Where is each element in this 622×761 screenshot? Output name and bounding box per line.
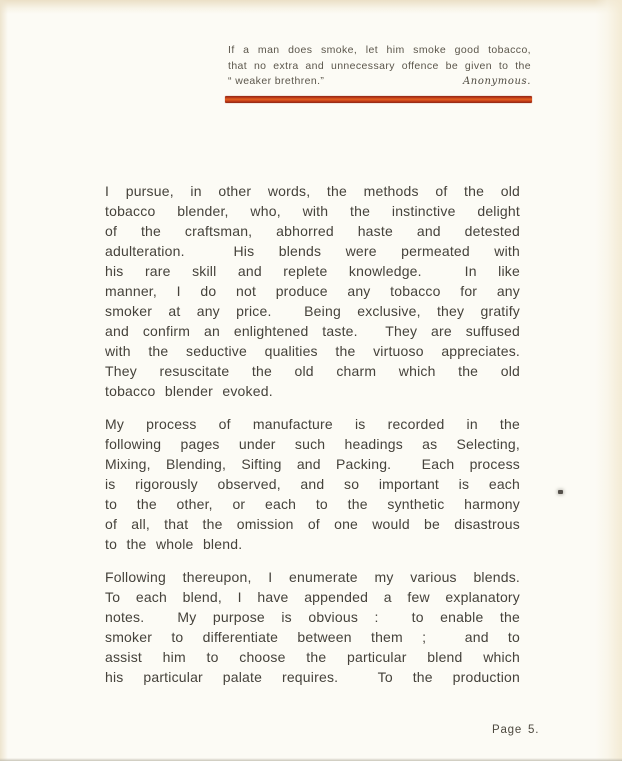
epigraph-line-1: If a man does smoke, let him smoke good tobacco, xyxy=(228,44,531,56)
body-line: with the seductive qualities the virtuoso appreciates. xyxy=(105,343,520,359)
body-line: manner, I do not produce any tobacco for any xyxy=(105,283,520,299)
red-rule xyxy=(225,96,532,103)
body-line: tobacco blender, who, with the instinctive delight xyxy=(105,203,520,219)
body-line: tobacco blender evoked. xyxy=(105,383,273,399)
body-line: to the whole blend. xyxy=(105,536,243,552)
body-line: his particular palate requires. To the production xyxy=(105,669,520,685)
body-line: is rigorously observed, and so important is each xyxy=(105,476,520,492)
body-line: following pages under such headings as Selecting, xyxy=(105,436,520,452)
epigraph-closing: “ weaker brethren.” xyxy=(228,75,325,87)
body-line: notes. My purpose is obvious : to enable the xyxy=(105,609,520,625)
paragraph xyxy=(105,414,520,554)
body-line: of all, that the omission of one would be disastrous xyxy=(105,516,520,532)
paragraph xyxy=(105,181,520,401)
body-line: of the craftsman, abhorred haste and detested xyxy=(105,223,520,239)
body-line: adulteration. His blends were permeated with xyxy=(105,243,520,259)
body-line: assist him to choose the particular blend which xyxy=(105,649,520,665)
paper-edge-right xyxy=(595,0,622,761)
body-text xyxy=(105,181,520,700)
body-line: to the other, or each to the synthetic harmony xyxy=(105,496,520,512)
epigraph-line-2: that no extra and unnecessary offence be given to the xyxy=(228,59,531,72)
body-line: smoker to differentiate between them ; and to xyxy=(105,629,520,645)
page-number: Page 5. xyxy=(492,724,540,736)
body-line: Following thereupon, I enumerate my various blends. xyxy=(105,569,520,585)
body-line: Mixing, Blending, Sifting and Packing. Each process xyxy=(105,456,520,472)
paper-edge-left xyxy=(0,0,8,761)
body-line: I pursue, in other words, the methods of the old xyxy=(105,183,520,199)
body-line: My process of manufacture is recorded in the xyxy=(105,416,520,432)
body-line: To each blend, I have appended a few explanatory xyxy=(105,589,520,605)
epigraph xyxy=(228,43,531,90)
paper-edge-top xyxy=(0,0,622,14)
body-line: and confirm an enlightened taste. They are suffused xyxy=(105,323,520,339)
paragraph xyxy=(105,567,520,687)
body-line: They resuscitate the old charm which the old xyxy=(105,363,520,379)
body-line: his rare skill and replete knowledge. In like xyxy=(105,263,520,279)
print-speck xyxy=(558,490,563,494)
body-line: smoker at any price. Being exclusive, they gratify xyxy=(105,303,520,319)
epigraph-attribution: Anonymous. xyxy=(462,76,531,87)
